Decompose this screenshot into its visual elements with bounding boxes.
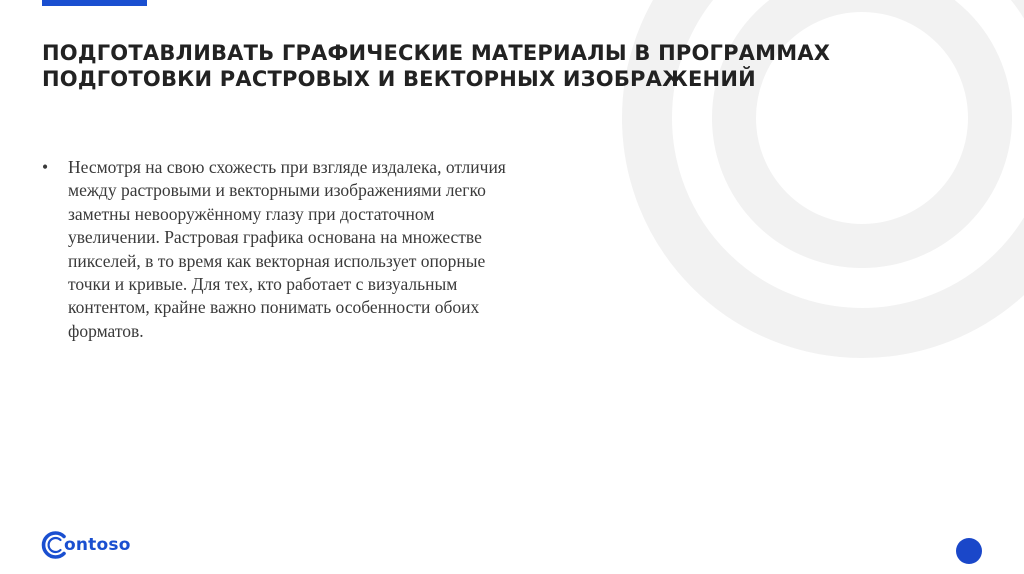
- logo-text: ontoso: [64, 535, 131, 555]
- slide-title: ПОДГОТАВЛИВАТЬ ГРАФИЧЕСКИЕ МАТЕРИАЛЫ В ПРОГРАММАХ ПОДГОТОВКИ РАСТРОВЫХ И ВЕКТОРНЫХ ИЗОБРАЖЕНИЙ: [42, 41, 831, 91]
- bullet-marker: •: [42, 157, 49, 177]
- page-indicator-dot: [956, 538, 982, 564]
- bullet-list: [40, 156, 520, 343]
- bullet-text: Несмотря на свою схожесть при взгляде издалека, отличия между растровыми и векторными изображениями легко заметны невооружённому глазу при достаточном увеличении. Растровая графика основана на множестве пикселей, в то время как векторная использует опорные точки и кривые. Для тех, кто работает с визуальным контентом, крайне важно понимать особенности обоих форматов.: [68, 157, 506, 341]
- contoso-logo: [40, 528, 131, 562]
- bullet-item: [40, 156, 520, 343]
- top-accent-bar: [42, 0, 147, 6]
